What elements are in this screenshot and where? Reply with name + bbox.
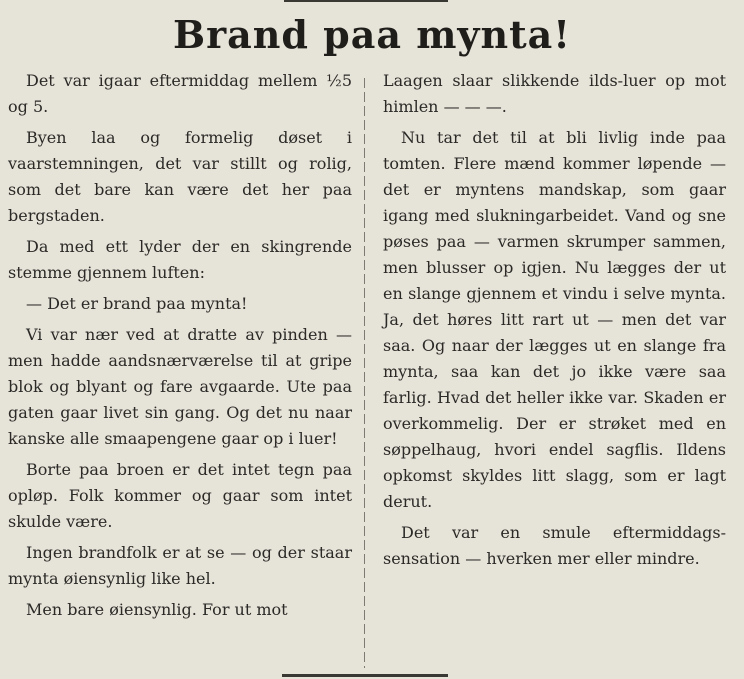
left-column xyxy=(8,68,352,628)
paragraph: Det var igaar eftermiddag mellem ½5 og 5. xyxy=(8,71,352,116)
paragraph: Ingen brandfolk er at se — og der staar mynta øiensynlig like hel. xyxy=(8,543,352,588)
paragraph: Men bare øiensynlig. For ut mot xyxy=(26,600,288,619)
paragraph: — Det er brand paa mynta! xyxy=(26,294,248,313)
paragraph: Det var en smule eftermiddags-sensation — hverken mer eller mindre. xyxy=(383,523,726,568)
paragraph: Borte paa broen er det intet tegn paa opløp. Folk kommer og gaar som intet skulde være. xyxy=(8,460,352,531)
right-column xyxy=(383,68,726,577)
paragraph: Byen laa og formelig døset i vaarstemningen, det var stillt og rolig, som det bare kan være det her paa bergstaden. xyxy=(8,128,352,225)
headline: Brand paa mynta! xyxy=(172,12,571,57)
paragraph: Nu tar det til at bli livlig inde paa tomten. Flere mænd kommer løpende — det er myntens mandskap, som gaar igang med slukningarbeidet. Vand og sne pøses paa — varmen skrumper sammen, men blusser op igjen. Nu lægges der ut en slange gjennem et vindu i selve mynta. Ja, det høres litt rart ut — men det var saa. Og naar der lægges ut en slange fra mynta, saa kan det jo ikke være saa farlig. Hvad det heller ikke var. Skaden er overkommelig. Der er strøket med en søppelhaug, hvori endel sagflis. Ildens opkomst skyldes litt slagg, som er lagt derut. xyxy=(383,128,726,511)
bottom-rule xyxy=(282,674,448,677)
paragraph: Da med ett lyder der en skingrende stemme gjennem luften: xyxy=(8,237,352,282)
column-divider xyxy=(364,78,365,668)
paragraph: Laagen slaar slikkende ilds-luer op mot himlen — — —. xyxy=(383,71,726,116)
top-rule xyxy=(284,0,448,2)
paragraph: Vi var nær ved at dratte av pinden — men hadde aandsnærværelse til at gripe blok og blyant og fare avgaarde. Ute paa gaten gaar livet sin gang. Og det nu naar kanske alle smaapengene gaar op i luer! xyxy=(8,325,352,448)
